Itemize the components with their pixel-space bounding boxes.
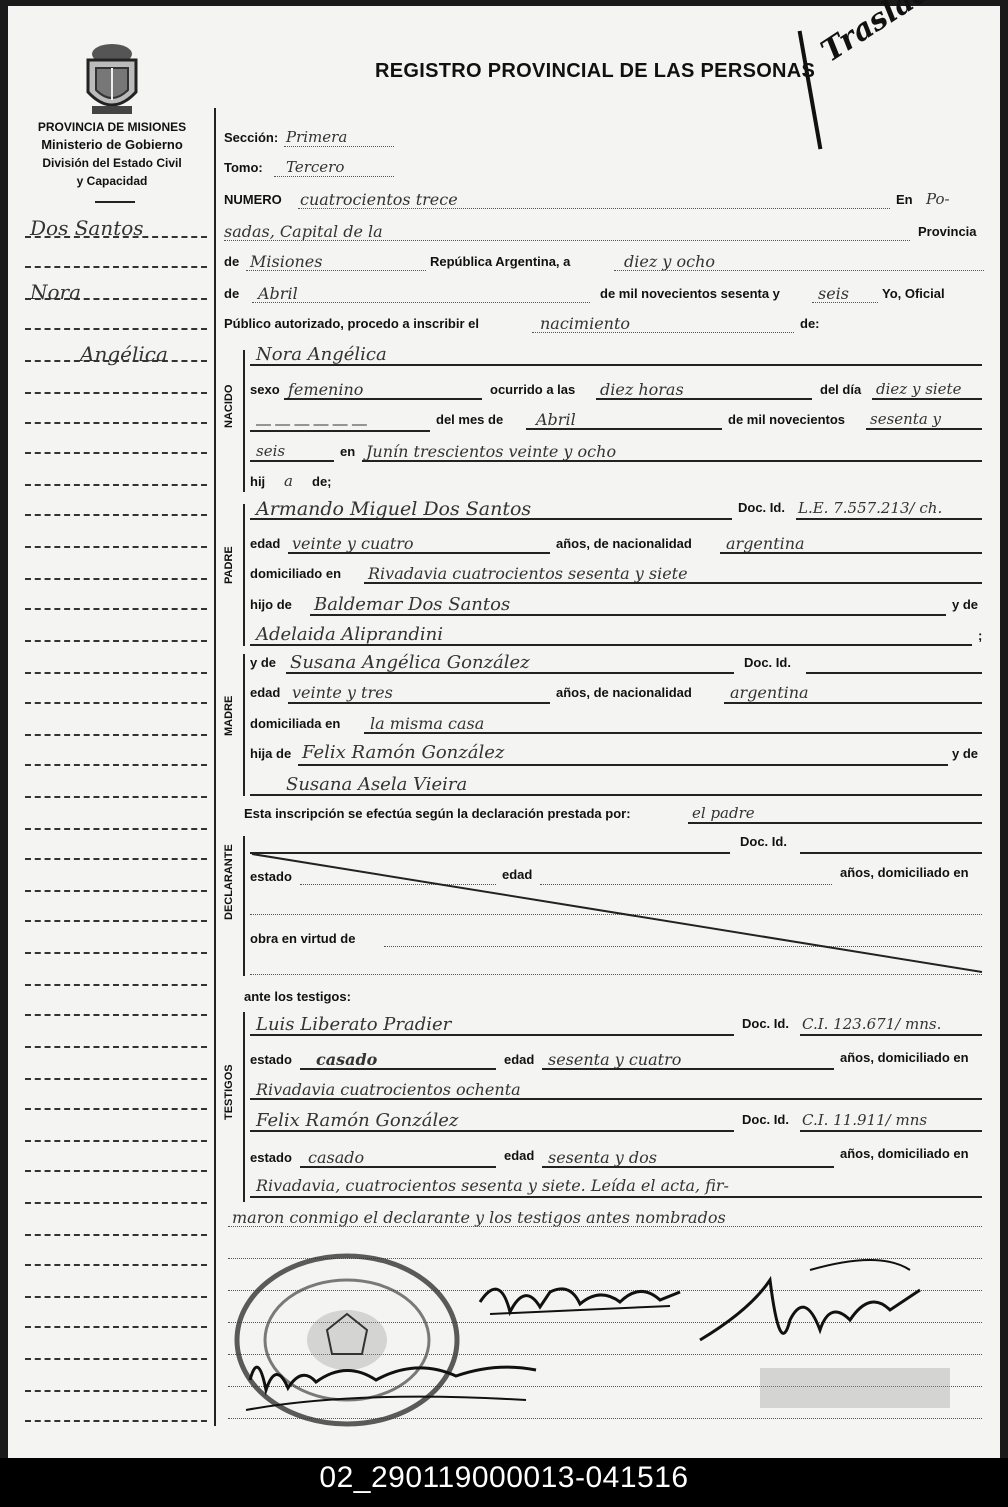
fecha-mes-line — [252, 302, 590, 303]
lugar-value: Junín trescientos veinte y ocho — [366, 442, 617, 461]
testigo1-dom-label: años, domiciliado en — [840, 1050, 969, 1065]
republica-label: República Argentina, a — [430, 254, 571, 269]
deldia-label: del día — [820, 382, 862, 397]
provincia-value: Misiones — [250, 252, 323, 271]
en-label: En — [896, 192, 913, 207]
madre-edad-line — [288, 702, 550, 704]
madre-nombre: Susana Angélica González — [290, 652, 530, 673]
sidebar-line — [25, 514, 207, 516]
testigo1-estado-value: casado — [316, 1050, 378, 1069]
numero-value: cuatrocientos trece — [300, 190, 458, 209]
declarante-obra-label: obra en virtud de — [250, 931, 356, 946]
padre-padre-de: Baldemar Dos Santos — [314, 594, 511, 615]
delmes-label: del mes de — [436, 412, 504, 427]
padre-doc-value: L.E. 7.557.213/ ch. — [798, 499, 943, 517]
declaracion-por-line — [688, 822, 982, 824]
coat-of-arms-seal — [78, 40, 146, 118]
testigo1-estado-line — [300, 1068, 496, 1070]
anio-line — [812, 302, 878, 303]
sidebar-given-name-2: Angélica — [80, 342, 168, 366]
padre-madre-de: Adelaida Aliprandini — [256, 624, 443, 645]
padre-nac-label: años, de nacionalidad — [556, 536, 692, 551]
numero-line — [298, 208, 890, 209]
declarante-bracket — [243, 836, 245, 976]
testigo2-doc-label: Doc. Id. — [742, 1112, 789, 1127]
padre-dom-label: domiciliado en — [250, 566, 342, 581]
de3-label: de: — [800, 316, 820, 331]
sidebar-line — [25, 984, 207, 986]
padre-section-label: PADRE — [223, 546, 235, 584]
de2-label: de — [224, 286, 240, 301]
issuing-authority — [12, 118, 212, 190]
province-line: PROVINCIA DE MISIONES — [37, 120, 187, 134]
provincia-line — [246, 270, 426, 271]
tomo-line — [274, 176, 394, 177]
padre-edad-line — [288, 552, 550, 554]
anio1-value: sesenta y — [870, 410, 942, 428]
hora-line — [596, 398, 812, 400]
sidebar-line — [25, 640, 207, 642]
testigo1-doc-line — [800, 1034, 982, 1036]
testigo2-domicilio: Rivadavia, cuatrocientos sesenta y siete. Leída el acta, fir- — [256, 1176, 729, 1195]
en-lugar-label: en — [340, 444, 356, 459]
padre-hijo-label: hijo de — [250, 597, 292, 612]
declarant-signature — [470, 1262, 700, 1342]
sidebar-line — [25, 952, 207, 954]
seccion-label: Sección: — [224, 130, 279, 145]
padre-edad-label: edad — [250, 536, 281, 551]
sidebar-line — [25, 266, 207, 268]
sidebar-line — [25, 392, 207, 394]
sidebar-line — [25, 328, 207, 330]
mil-label: de mil novecientos — [728, 412, 846, 427]
padre-nombre-line — [250, 518, 732, 520]
seccion-value: Primera — [286, 128, 348, 146]
padre-nac-line — [720, 552, 982, 554]
testigo2-edad-value: sesenta y dos — [548, 1148, 657, 1167]
testigo2-edad-line — [542, 1166, 834, 1168]
numero-label: NUMERO — [224, 192, 282, 207]
nacido-nombre: Nora Angélica — [256, 344, 387, 365]
mes-line — [526, 428, 722, 430]
madre-nac-line — [724, 702, 982, 704]
madre-bracket — [243, 654, 245, 796]
nacido-bracket — [243, 350, 245, 492]
ocurrido-label: ocurrido a las — [490, 382, 576, 397]
madre-y-de-label: y de — [250, 655, 277, 670]
testigo1-doc-label: Doc. Id. — [742, 1016, 789, 1031]
officer-stamp-smudge — [760, 1368, 950, 1408]
publico-label: Público autorizado, procedo a inscribir el — [224, 316, 479, 331]
hij-suffix: a — [284, 472, 293, 490]
sidebar-line — [25, 1078, 207, 1080]
anio-value: seis — [818, 284, 850, 303]
sidebar-line — [25, 452, 207, 454]
testigo2-dom-label: años, domiciliado en — [840, 1146, 969, 1161]
testigo1-edad-value: sesenta y cuatro — [548, 1050, 682, 1069]
testigo2-nombre-line — [250, 1130, 734, 1132]
madre-dom-label: domiciliada en — [250, 716, 341, 731]
sidebar-surname: Dos Santos — [30, 216, 144, 240]
declaracion-por: el padre — [692, 804, 755, 822]
madre-hija-label: hija de — [250, 746, 292, 761]
tomo-value: Tercero — [286, 158, 345, 176]
madre-nacionalidad: argentina — [730, 683, 809, 702]
document-title: REGISTRO PROVINCIAL DE LAS PERSONAS — [375, 60, 816, 82]
nacido-nombre-line — [250, 364, 982, 366]
margin-divider — [214, 108, 216, 1426]
padre-semicolon: ; — [978, 628, 983, 643]
sidebar-line — [25, 828, 207, 830]
madre-hija-line — [298, 764, 948, 766]
sidebar-line — [25, 890, 207, 892]
sexo-value: femenino — [288, 380, 364, 399]
sidebar-line — [25, 1170, 207, 1172]
sidebar-line — [25, 298, 207, 300]
declarante-dom-label: años, domiciliado en — [840, 865, 969, 880]
madre-padre-de: Felix Ramón González — [302, 742, 505, 763]
divider — [95, 201, 135, 203]
madre-domicilio: la misma casa — [370, 714, 485, 733]
padre-doc-line — [796, 518, 982, 520]
place-continued: sadas, Capital de la — [224, 222, 383, 241]
hij-label: hij — [250, 474, 266, 489]
sidebar-line — [25, 422, 207, 424]
madre-nombre-line — [286, 672, 734, 674]
padre-madre-line — [250, 644, 972, 646]
acto-line — [532, 332, 794, 333]
closing-dotline — [228, 1226, 982, 1227]
nacido-section-label — [223, 408, 235, 428]
padre-hijo-line — [310, 614, 946, 616]
provincia-label: Provincia — [918, 224, 977, 239]
sidebar-line — [25, 1296, 207, 1298]
de-label: de — [224, 254, 240, 269]
sidebar-line — [25, 672, 207, 674]
sidebar-line — [25, 484, 207, 486]
dia-value: diez y siete — [876, 380, 962, 398]
padre-y-de-label: y de — [952, 597, 979, 612]
sidebar-line — [25, 608, 207, 610]
testigo2-dom-line — [250, 1196, 982, 1198]
madre-edad-label: edad — [250, 685, 281, 700]
sidebar-line — [25, 1358, 207, 1360]
testigo2-edad-label: edad — [504, 1148, 535, 1163]
tomo-label: Tomo: — [224, 160, 263, 175]
acto-value: nacimiento — [540, 314, 631, 333]
testigo1-edad-label: edad — [504, 1052, 535, 1067]
seccion-line — [284, 146, 394, 147]
madre-edad-value: veinte y tres — [292, 683, 393, 702]
blank-line — [250, 430, 430, 432]
sidebar-line — [25, 734, 207, 736]
madre-dom-line — [364, 732, 982, 734]
sidebar-line — [25, 764, 207, 766]
madre-doc-label: Doc. Id. — [744, 655, 791, 670]
fecha-mes-value: Abril — [258, 284, 298, 303]
declarante-section-label — [223, 900, 235, 920]
sidebar-line — [25, 1046, 207, 1048]
anio-label: de mil novecientos sesenta y — [600, 286, 780, 301]
testigo1-nombre: Luis Liberato Pradier — [256, 1014, 452, 1035]
madre-section-label: MADRE — [223, 695, 235, 736]
fecha-dia-value: diez y ocho — [624, 252, 715, 271]
testigo1-domicilio: Rivadavia cuatrocientos ochenta — [256, 1080, 521, 1099]
sidebar-line — [25, 1264, 207, 1266]
sexo-line — [284, 398, 482, 400]
testigo2-doc-value: C.I. 11.911/ mns — [802, 1111, 928, 1129]
division-line: División del Estado Civil — [42, 156, 182, 170]
anio2-line — [250, 460, 334, 462]
testigo2-estado-value: casado — [308, 1148, 365, 1167]
sidebar-line — [25, 1326, 207, 1328]
hora-value: diez horas — [600, 380, 684, 399]
sidebar-line — [25, 1202, 207, 1204]
sidebar-line — [25, 1014, 207, 1016]
padre-edad-value: veinte y cuatro — [292, 534, 414, 553]
sidebar-line — [25, 1420, 207, 1422]
fecha-dia-line — [614, 270, 984, 271]
sexo-label: sexo — [250, 382, 280, 397]
sidebar-line — [25, 920, 207, 922]
testigos-bracket — [243, 1012, 245, 1202]
oficial-label: Yo, Oficial — [882, 286, 945, 301]
sidebar-line — [25, 360, 207, 362]
madre-nac-label: años, de nacionalidad — [556, 685, 692, 700]
lugar-line — [362, 460, 982, 462]
testigo1-dom-line — [250, 1098, 982, 1100]
sidebar-line — [25, 702, 207, 704]
testigo2-doc-line — [800, 1130, 982, 1132]
testigo1-estado-label: estado — [250, 1052, 292, 1067]
closing-line: maron conmigo el declarante y los testigos antes nombrados — [232, 1208, 726, 1227]
ministry-line: Ministerio de Gobierno — [41, 137, 183, 152]
sidebar-given-name-1: Nora — [30, 280, 82, 304]
hij-de-label: de; — [312, 474, 332, 489]
padre-dom-line — [364, 582, 982, 584]
anio2-value: seis — [256, 442, 286, 460]
declarante-estado-label: estado — [250, 869, 292, 884]
anio1-line — [866, 428, 982, 430]
mes-value: Abril — [536, 410, 576, 429]
sidebar-line — [25, 858, 207, 860]
witness-signature — [236, 1340, 566, 1430]
padre-nombre: Armando Miguel Dos Santos — [256, 498, 532, 520]
declarante-edad-label: edad — [502, 867, 533, 882]
sidebar-line — [25, 796, 207, 798]
capacity-line: y Capacidad — [76, 174, 148, 188]
sidebar-line — [25, 1108, 207, 1110]
testigo2-estado-line — [300, 1166, 496, 1168]
cancel-stroke — [250, 850, 990, 980]
sidebar-line — [25, 236, 207, 238]
testigo1-nombre-line — [250, 1034, 734, 1036]
dia-line — [872, 398, 982, 400]
padre-doc-label: Doc. Id. — [738, 500, 785, 515]
declarante-doc-label: Doc. Id. — [740, 834, 787, 849]
image-identifier: 02_290119000013-041516 — [319, 1461, 689, 1494]
madre-doc-line — [806, 672, 982, 674]
testigos-intro: ante los testigos: — [244, 989, 351, 1004]
madre-madre-line — [250, 794, 982, 796]
padre-nacionalidad: argentina — [726, 534, 805, 553]
testigo1-edad-line — [542, 1068, 834, 1070]
madre-y-de2-label: y de — [952, 746, 979, 761]
blank-dashes: — — — — — — — [256, 416, 367, 433]
place-line — [224, 240, 910, 241]
testigos-section-label — [223, 1100, 235, 1120]
padre-bracket — [243, 504, 245, 646]
padre-domicilio: Rivadavia cuatrocientos sesenta y siete — [368, 564, 688, 583]
testigo2-estado-label: estado — [250, 1150, 292, 1165]
testigo1-doc-value: C.I. 123.671/ mns. — [802, 1015, 942, 1033]
en-value: Po- — [926, 190, 950, 208]
testigo2-nombre: Felix Ramón González — [256, 1110, 459, 1131]
sidebar-line — [25, 1140, 207, 1142]
declaracion-intro: Esta inscripción se efectúa según la declaración prestada por: — [244, 806, 631, 821]
madre-madre-de: Susana Asela Vieira — [286, 774, 468, 795]
sidebar-line — [25, 578, 207, 580]
sidebar-line — [25, 1390, 207, 1392]
sidebar-line — [25, 546, 207, 548]
sidebar-line — [25, 1234, 207, 1236]
